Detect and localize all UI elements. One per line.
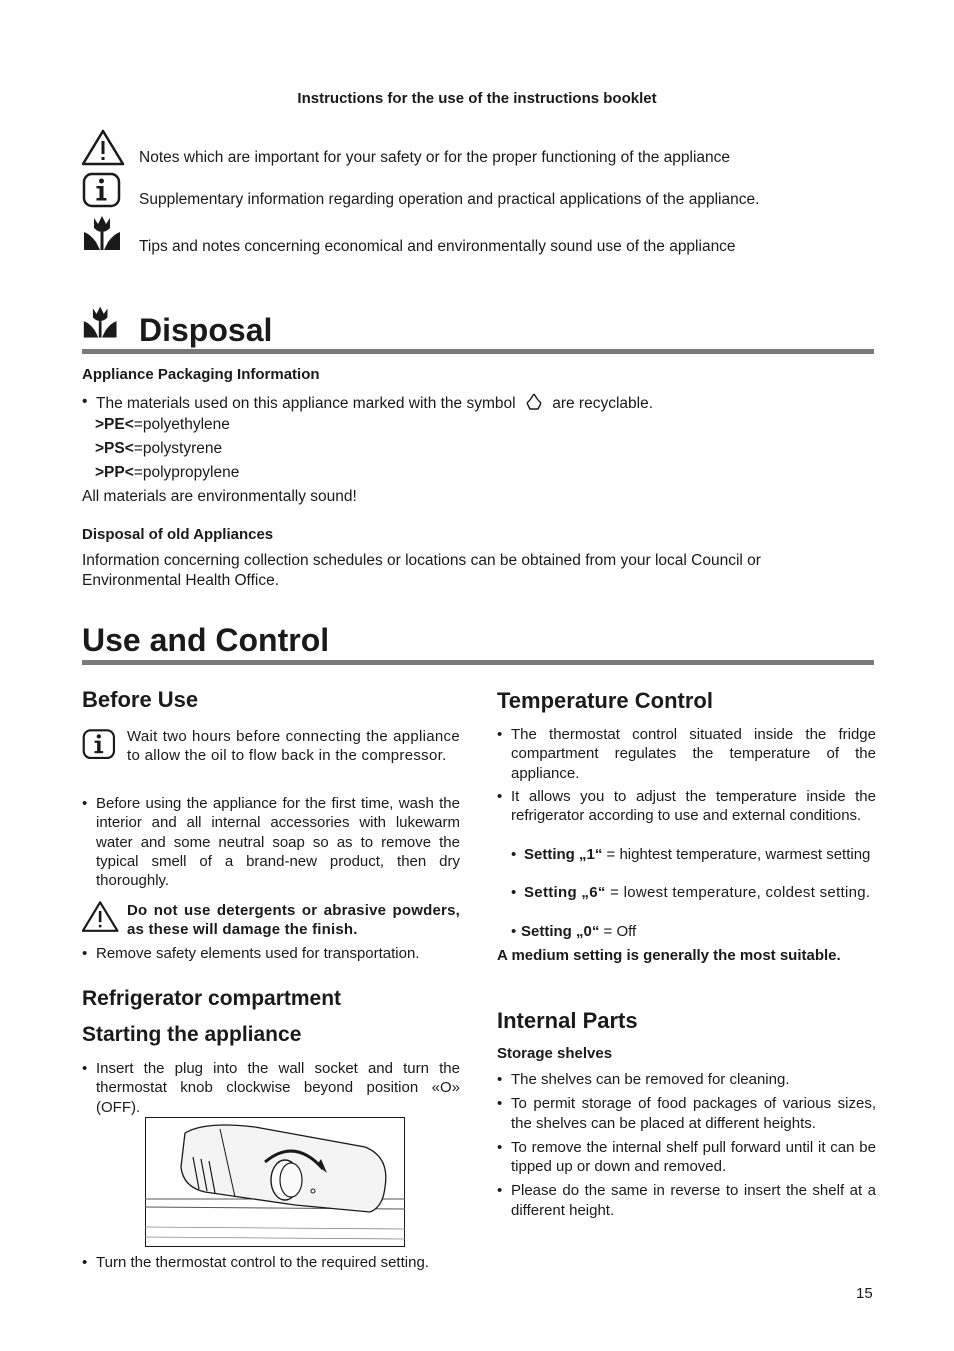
packaging-text: The materials used on this appliance marked with the symbol bbox=[96, 395, 516, 412]
material-ps bbox=[95, 439, 222, 459]
info-icon bbox=[82, 727, 120, 763]
wash-bullet bbox=[82, 794, 460, 890]
shelves-bullets bbox=[497, 1070, 876, 1220]
material-code: >PP< bbox=[95, 464, 134, 481]
material-name: =polypropylene bbox=[133, 464, 240, 481]
warning-triangle-icon bbox=[82, 899, 120, 935]
material-code: >PE< bbox=[95, 416, 134, 433]
material-pp bbox=[95, 463, 239, 483]
page-number: 15 bbox=[856, 1285, 873, 1302]
setting-desc: = hightest temperature, warmest setting bbox=[602, 846, 871, 863]
setting-1 bbox=[511, 845, 876, 864]
tulip-icon bbox=[82, 214, 126, 254]
recycle-icon bbox=[524, 392, 544, 412]
adjust-bullet bbox=[497, 787, 876, 826]
setting-label: Setting „6“ bbox=[524, 884, 606, 901]
thermostat-bullet bbox=[497, 725, 876, 783]
before-use-heading: Before Use bbox=[82, 687, 199, 712]
storage-shelves-heading: Storage shelves bbox=[497, 1045, 613, 1062]
list-item: • It allows you to adjust the temperature inside the refrigerator according to use and external conditions. bbox=[497, 787, 876, 826]
info-icon bbox=[82, 171, 126, 211]
tulip-icon bbox=[82, 303, 122, 343]
setting-label: Setting „1“ bbox=[524, 846, 603, 863]
transport-bullet bbox=[82, 944, 460, 963]
legend-row-info bbox=[82, 171, 872, 211]
temperature-control-heading: Temperature Control bbox=[497, 688, 713, 713]
internal-parts-heading: Internal Parts bbox=[497, 1008, 638, 1033]
list-item: • To remove the internal shelf pull forward until it can be tipped up or down and removed. bbox=[497, 1138, 876, 1177]
booklet-title: Instructions for the use of the instructions booklet bbox=[297, 90, 657, 107]
setting-0 bbox=[511, 922, 876, 941]
fridge-compartment-heading: Refrigerator compartment bbox=[82, 987, 342, 1010]
detergent-warning: Do not use detergents or abrasive powders, as these will damage the finish. bbox=[127, 902, 460, 939]
setting-desc: = Off bbox=[599, 923, 637, 940]
list-item: • The shelves can be removed for cleaning. bbox=[497, 1070, 876, 1089]
list-item: • Remove safety elements used for transportation. bbox=[82, 944, 460, 963]
setting-desc: = lowest temperature, coldest setting. bbox=[605, 884, 871, 901]
packaging-bullet bbox=[82, 392, 872, 414]
setting-label: Setting „0“ bbox=[521, 923, 600, 940]
section-divider bbox=[82, 349, 874, 354]
list-item: • Turn the thermostat control to the required setting. bbox=[82, 1253, 460, 1272]
material-name: =polyethylene bbox=[133, 416, 230, 433]
list-item: • Please do the same in reverse to insert the shelf at a different height. bbox=[497, 1181, 876, 1220]
old-appliances-heading: Disposal of old Appliances bbox=[82, 526, 274, 543]
disposal-heading: Disposal bbox=[139, 312, 273, 348]
legend-text-eco: Tips and notes concerning economical and environmentally sound use of the appliance bbox=[139, 238, 736, 255]
thermostat-illustration bbox=[145, 1117, 405, 1247]
list-item: • To permit storage of food packages of various sizes, the shelves can be placed at different heights. bbox=[497, 1094, 876, 1133]
legend-row-eco bbox=[82, 214, 872, 254]
packaging-heading: Appliance Packaging Information bbox=[82, 366, 320, 383]
old-appliances-text: Information concerning collection schedules or locations can be obtained from your local Council or Environmental Health Office. bbox=[82, 552, 761, 589]
list-item: • Before using the appliance for the first time, wash the interior and all internal accessories with lukewarm water and some neutral soap so as to remove the typical smell of a brand-new product, then dry thoroughly. bbox=[82, 794, 460, 890]
list-item: • Insert the plug into the wall socket and turn the thermostat knob clockwise beyond position «O» (OFF). bbox=[82, 1059, 460, 1117]
medium-setting-note: A medium setting is generally the most suitable. bbox=[497, 947, 841, 964]
turn-thermostat-bullet bbox=[82, 1253, 460, 1272]
warning-triangle-icon bbox=[82, 128, 126, 168]
legend-text-safety: Notes which are important for your safety or for the proper functioning of the appliance bbox=[139, 149, 731, 166]
plug-bullet bbox=[82, 1059, 460, 1117]
material-code: >PS< bbox=[95, 440, 134, 457]
material-pe bbox=[95, 415, 230, 435]
list-item: • The thermostat control situated inside the fridge compartment regulates the temperature of the appliance. bbox=[497, 725, 876, 783]
legend-text-info: Supplementary information regarding operation and practical applications of the appliance. bbox=[139, 191, 760, 208]
setting-6 bbox=[511, 883, 876, 902]
material-name: =polystyrene bbox=[133, 440, 223, 457]
legend-row-safety bbox=[82, 128, 872, 168]
use-control-heading: Use and Control bbox=[82, 622, 330, 658]
packaging-text-end: are recyclable. bbox=[552, 395, 653, 412]
oil-info-note: Wait two hours before connecting the appliance to allow the oil to flow back in the compressor. bbox=[127, 728, 460, 765]
materials-sound-note: All materials are environmentally sound! bbox=[82, 488, 357, 505]
starting-appliance-heading: Starting the appliance bbox=[82, 1023, 302, 1046]
section-divider bbox=[82, 660, 874, 665]
